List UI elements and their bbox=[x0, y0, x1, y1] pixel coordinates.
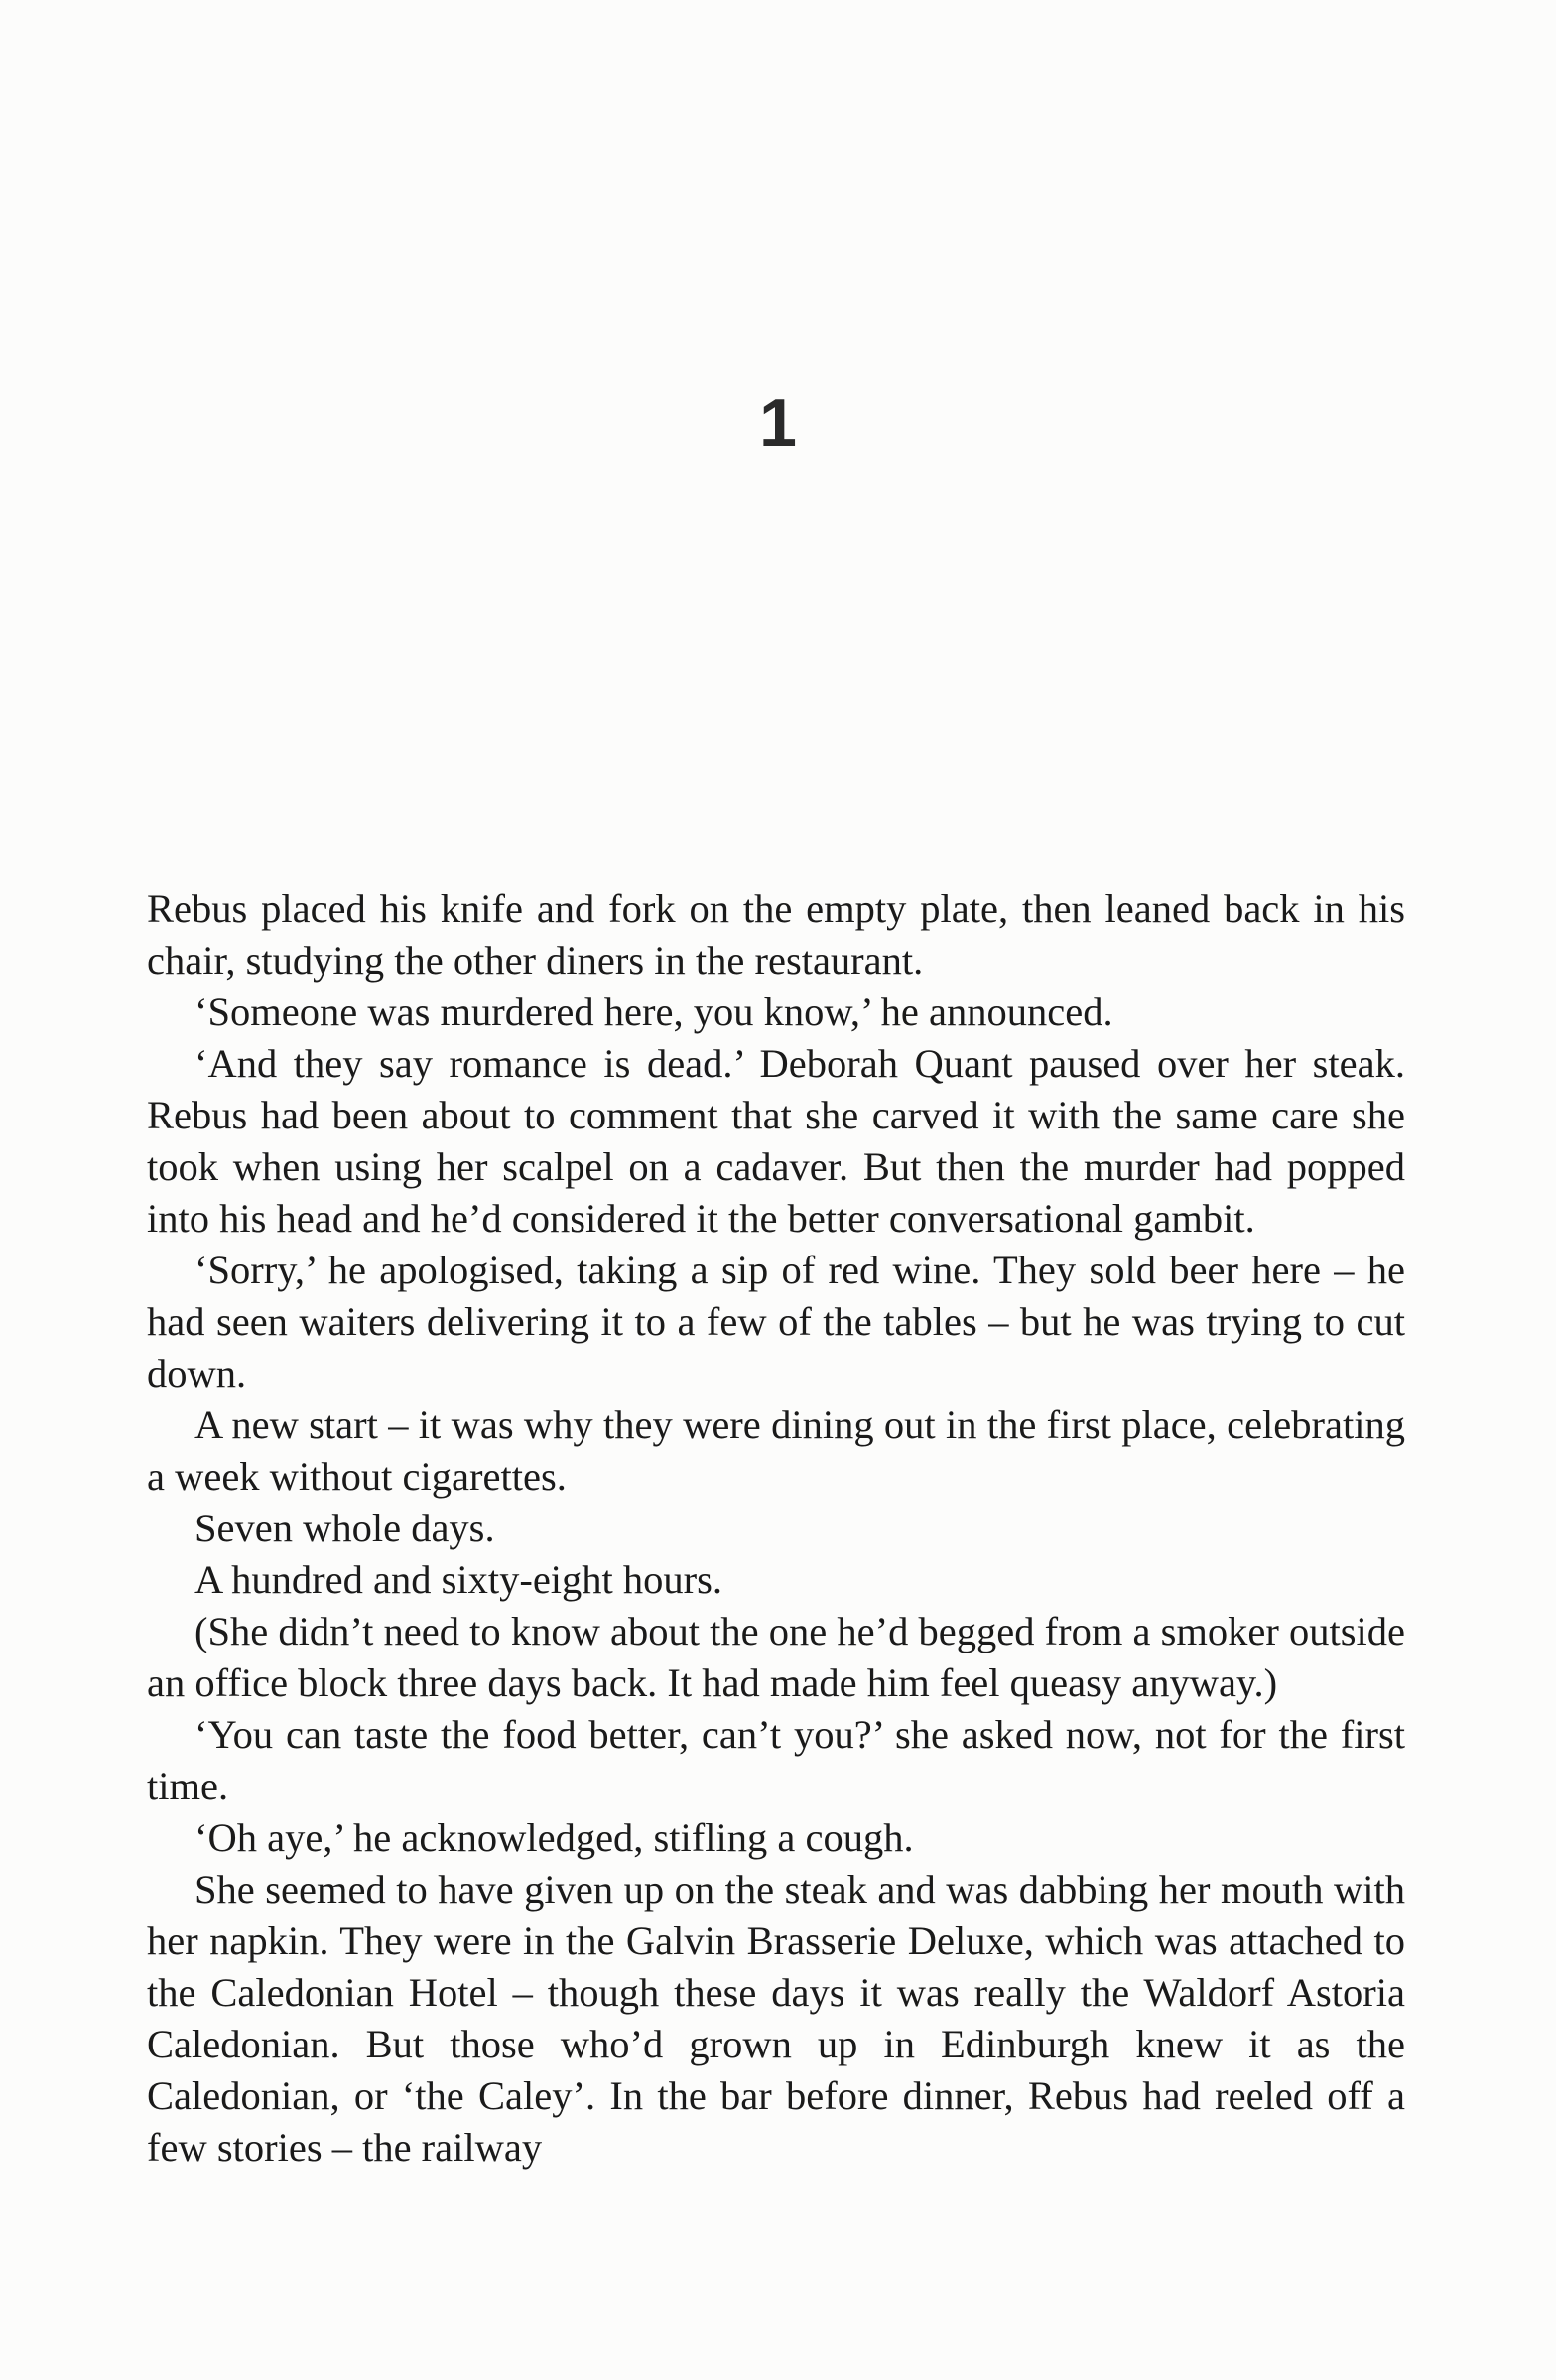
chapter-number: 1 bbox=[759, 385, 797, 461]
paragraph: ‘You can taste the food better, can’t you?’ she asked now, not for the first time. bbox=[147, 1712, 1405, 1808]
paragraph: She seemed to have given up on the steak and was dabbing her mouth with her napkin. They were in the Galvin Brasserie Deluxe, which was attached to the Caledonian Hotel – though these days it was really the Waldorf Astoria Caledonian. But those who’d grown up in Edinburgh knew it as the Caledonian, or ‘the Caley’. In the bar before dinner, Rebus had reeled off a few stories – the railway bbox=[147, 1867, 1405, 2170]
paragraph: Rebus placed his knife and fork on the empty plate, then leaned back in his chair, studying the other diners in the restaurant. bbox=[147, 886, 1405, 983]
paragraph: Seven whole days. bbox=[194, 1506, 495, 1550]
paragraph: ‘And they say romance is dead.’ Deborah Quant paused over her steak. Rebus had been about to comment that she carved it with the same care she took when using her scalpel on a cadaver. But then the murder had popped into his head and he’d considered it the better conversational gambit. bbox=[147, 1041, 1405, 1241]
paragraph: ‘Sorry,’ he apologised, taking a sip of red wine. They sold beer here – he had seen waiters delivering it to a few of the tables – but he was trying to cut down. bbox=[147, 1248, 1405, 1395]
paragraph: A new start – it was why they were dining out in the first place, celebrating a week without cigarettes. bbox=[147, 1402, 1405, 1499]
chapter-body bbox=[147, 883, 1405, 2174]
paragraph: ‘Oh aye,’ he acknowledged, stifling a cough. bbox=[194, 1815, 914, 1860]
paragraph: (She didn’t need to know about the one he’d begged from a smoker outside an office block three days back. It had made him feel queasy anyway.) bbox=[147, 1609, 1405, 1705]
paragraph: A hundred and sixty-eight hours. bbox=[194, 1557, 723, 1602]
paragraph: ‘Someone was murdered here, you know,’ he announced. bbox=[194, 990, 1113, 1034]
